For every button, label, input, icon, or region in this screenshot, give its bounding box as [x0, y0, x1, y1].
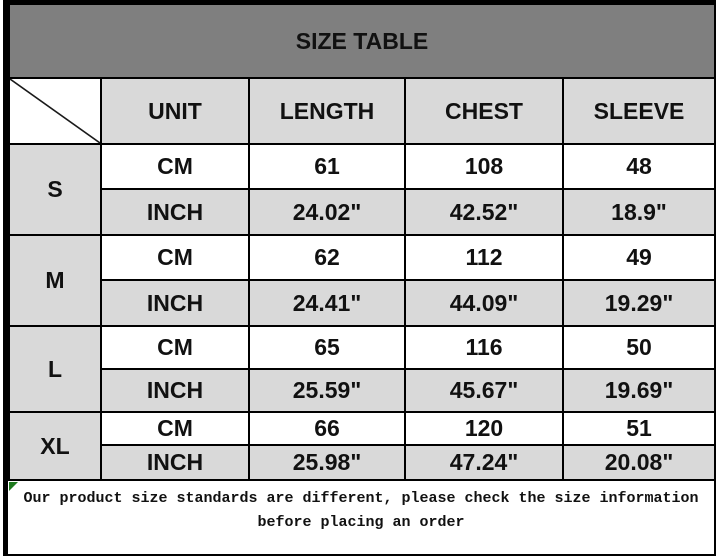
size-chart: [3, 0, 716, 556]
size-label-s: S: [9, 144, 101, 235]
value-m-inch-length: 24.41": [249, 280, 405, 326]
size-label-l: L: [9, 326, 101, 412]
value-xl-inch-sleeve: 20.08": [563, 445, 715, 480]
size-label-m: M: [9, 235, 101, 326]
size-label-xl: XL: [9, 412, 101, 480]
page-title: SIZE TABLE: [9, 4, 715, 78]
diagonal-line-icon: [10, 79, 100, 143]
value-l-inch-chest: 45.67": [405, 369, 563, 412]
value-xl-cm-length: 66: [249, 412, 405, 445]
table-row: [9, 369, 715, 412]
table-row: [9, 280, 715, 326]
value-m-cm-chest: 112: [405, 235, 563, 280]
value-m-inch-chest: 44.09": [405, 280, 563, 326]
value-s-inch-chest: 42.52": [405, 189, 563, 235]
unit-label-inch: INCH: [101, 189, 249, 235]
col-header-sleeve: SLEEVE: [563, 78, 715, 144]
value-l-inch-length: 25.59": [249, 369, 405, 412]
size-note: [8, 481, 714, 554]
table-row: [9, 412, 715, 445]
col-header-unit: UNIT: [101, 78, 249, 144]
size-table: [8, 3, 716, 481]
table-row: [9, 445, 715, 480]
table-row: [9, 326, 715, 369]
value-s-inch-sleeve: 18.9": [563, 189, 715, 235]
corner-diagonal-cell: [9, 78, 101, 144]
value-xl-cm-sleeve: 51: [563, 412, 715, 445]
value-s-cm-sleeve: 48: [563, 144, 715, 189]
unit-label-cm: CM: [101, 235, 249, 280]
table-row: [9, 235, 715, 280]
value-s-cm-length: 61: [249, 144, 405, 189]
value-m-cm-sleeve: 49: [563, 235, 715, 280]
value-l-cm-sleeve: 50: [563, 326, 715, 369]
size-note-line-2: before placing an order: [257, 514, 465, 531]
value-s-inch-length: 24.02": [249, 189, 405, 235]
col-header-chest: CHEST: [405, 78, 563, 144]
size-note-line-1: Our product size standards are different, please check the size information: [23, 490, 699, 507]
unit-label-inch: INCH: [101, 280, 249, 326]
unit-label-cm: CM: [101, 326, 249, 369]
unit-label-inch: INCH: [101, 445, 249, 480]
col-header-length: LENGTH: [249, 78, 405, 144]
value-l-inch-sleeve: 19.69": [563, 369, 715, 412]
value-xl-cm-chest: 120: [405, 412, 563, 445]
unit-label-inch: INCH: [101, 369, 249, 412]
table-row: [9, 144, 715, 189]
value-s-cm-chest: 108: [405, 144, 563, 189]
table-row: [9, 189, 715, 235]
value-l-cm-chest: 116: [405, 326, 563, 369]
value-m-cm-length: 62: [249, 235, 405, 280]
value-xl-inch-length: 25.98": [249, 445, 405, 480]
value-xl-inch-chest: 47.24": [405, 445, 563, 480]
unit-label-cm: CM: [101, 412, 249, 445]
unit-label-cm: CM: [101, 144, 249, 189]
value-l-cm-length: 65: [249, 326, 405, 369]
value-m-inch-sleeve: 19.29": [563, 280, 715, 326]
green-corner-marker-icon: [9, 482, 18, 491]
